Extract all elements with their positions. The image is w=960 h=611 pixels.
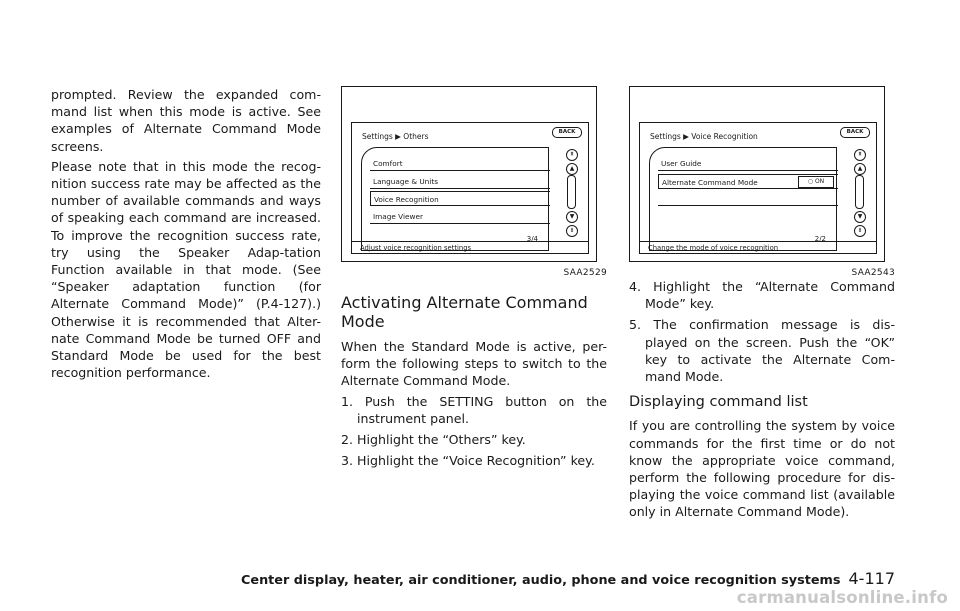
step-5: 5. The confirmation message is dis-played on the screen. Push the “OK” key to activate the Alternate Com-mand Mode. [629, 317, 895, 385]
step-4: 4. Highlight the “Alternate Command Mode” key. [629, 279, 895, 312]
paragraph-prompted: prompted. Review the expanded com-mand list when this mode is active. See examples of Alternate Command Mode screens. [51, 87, 321, 154]
page-indicator: 2/2 [814, 234, 826, 243]
figure-code: SAA2529 [563, 268, 607, 278]
screen-breadcrumb: Settings ▶ Others [362, 132, 429, 141]
figure-settings-others [341, 86, 597, 262]
scrollbar-icon [855, 175, 864, 209]
page-down-icon: ⇟ [566, 225, 578, 237]
left-column [51, 86, 321, 384]
steps-list-2 [629, 278, 895, 385]
figure-voice-recognition [629, 86, 885, 262]
section-heading-activating: Activating Alternate Command Mode [341, 293, 588, 331]
page-footer [0, 569, 895, 588]
screen-illustration [639, 122, 877, 254]
scroll-up-icon: ▲ [854, 163, 866, 175]
scroll-down-icon: ▼ [566, 211, 578, 223]
footer-section-title: Center display, heater, air conditioner, audio, phone and voice recognition systems [241, 573, 841, 588]
scroll-up-icon: ▲ [566, 163, 578, 175]
menu-list [649, 147, 837, 251]
toggle-on-badge: ○ ON [798, 176, 834, 188]
step-1: 1. Push the SETTING button on the instrument panel. [341, 393, 607, 426]
page-up-icon: ⇞ [566, 149, 578, 161]
figure-code: SAA2543 [851, 268, 895, 278]
right-column [629, 86, 895, 524]
back-button: BACK [840, 127, 870, 138]
steps-list-1 [341, 393, 607, 470]
middle-column [341, 86, 607, 473]
menu-item-image-viewer: Image Viewer [370, 209, 550, 224]
menu-item-voice-recognition: Voice Recognition [370, 191, 550, 206]
paragraph-recognition-note: Please note that in this mode the recog-nition success rate may be affected as the number of available commands and ways of speaking each command are increased. To improve the recognition success rate, try using the Speaker Adap-tation Function available in that mode. (See “Speaker adaptation function (for Alternate Command Mode)” (P.4-127).) Otherwise it is recommended that Alter-nate Command Mode be turned OFF and Standard Mode be used for the best recognition performance. [51, 158, 321, 381]
page-up-icon: ⇞ [854, 149, 866, 161]
paragraph-command-list: If you are controlling the system by voice commands for the first time or do not know the appropriate voice command, perform the following procedure for dis-playing the voice command list (available only in Alternate Command Mode). [629, 418, 895, 520]
step-2: 2. Highlight the “Others” key. [341, 432, 526, 448]
menu-item-comfort: Comfort [370, 156, 550, 171]
scrollbar-icon [567, 175, 576, 209]
menu-list [361, 147, 549, 251]
screen-footer-hint: Adjust voice recognition settings [352, 241, 588, 253]
menu-item-label: Alternate Command Mode [662, 178, 758, 187]
screen-illustration [351, 122, 589, 254]
scroll-down-icon: ▼ [854, 211, 866, 223]
step-3: 3. Highlight the “Voice Recognition” key. [341, 453, 595, 469]
page-number: 4-117 [848, 569, 895, 588]
section-heading-command-list: Displaying command list [629, 394, 808, 411]
menu-item-user-guide: User Guide [658, 156, 838, 171]
back-button: BACK [552, 127, 582, 138]
paragraph-intro: When the Standard Mode is active, per-form the following steps to switch to the Alternate Command Mode. [341, 339, 607, 389]
menu-item-alternate-command-mode [658, 174, 838, 189]
screen-breadcrumb: Settings ▶ Voice Recognition [650, 132, 758, 141]
watermark: carmanualsonline.info [736, 588, 948, 607]
page-indicator: 3/4 [526, 234, 538, 243]
page-down-icon: ⇟ [854, 225, 866, 237]
screen-footer-hint: Change the mode of voice recognition [640, 241, 876, 253]
menu-item-empty [658, 191, 838, 206]
menu-item-language-units: Language & Units [370, 174, 550, 189]
